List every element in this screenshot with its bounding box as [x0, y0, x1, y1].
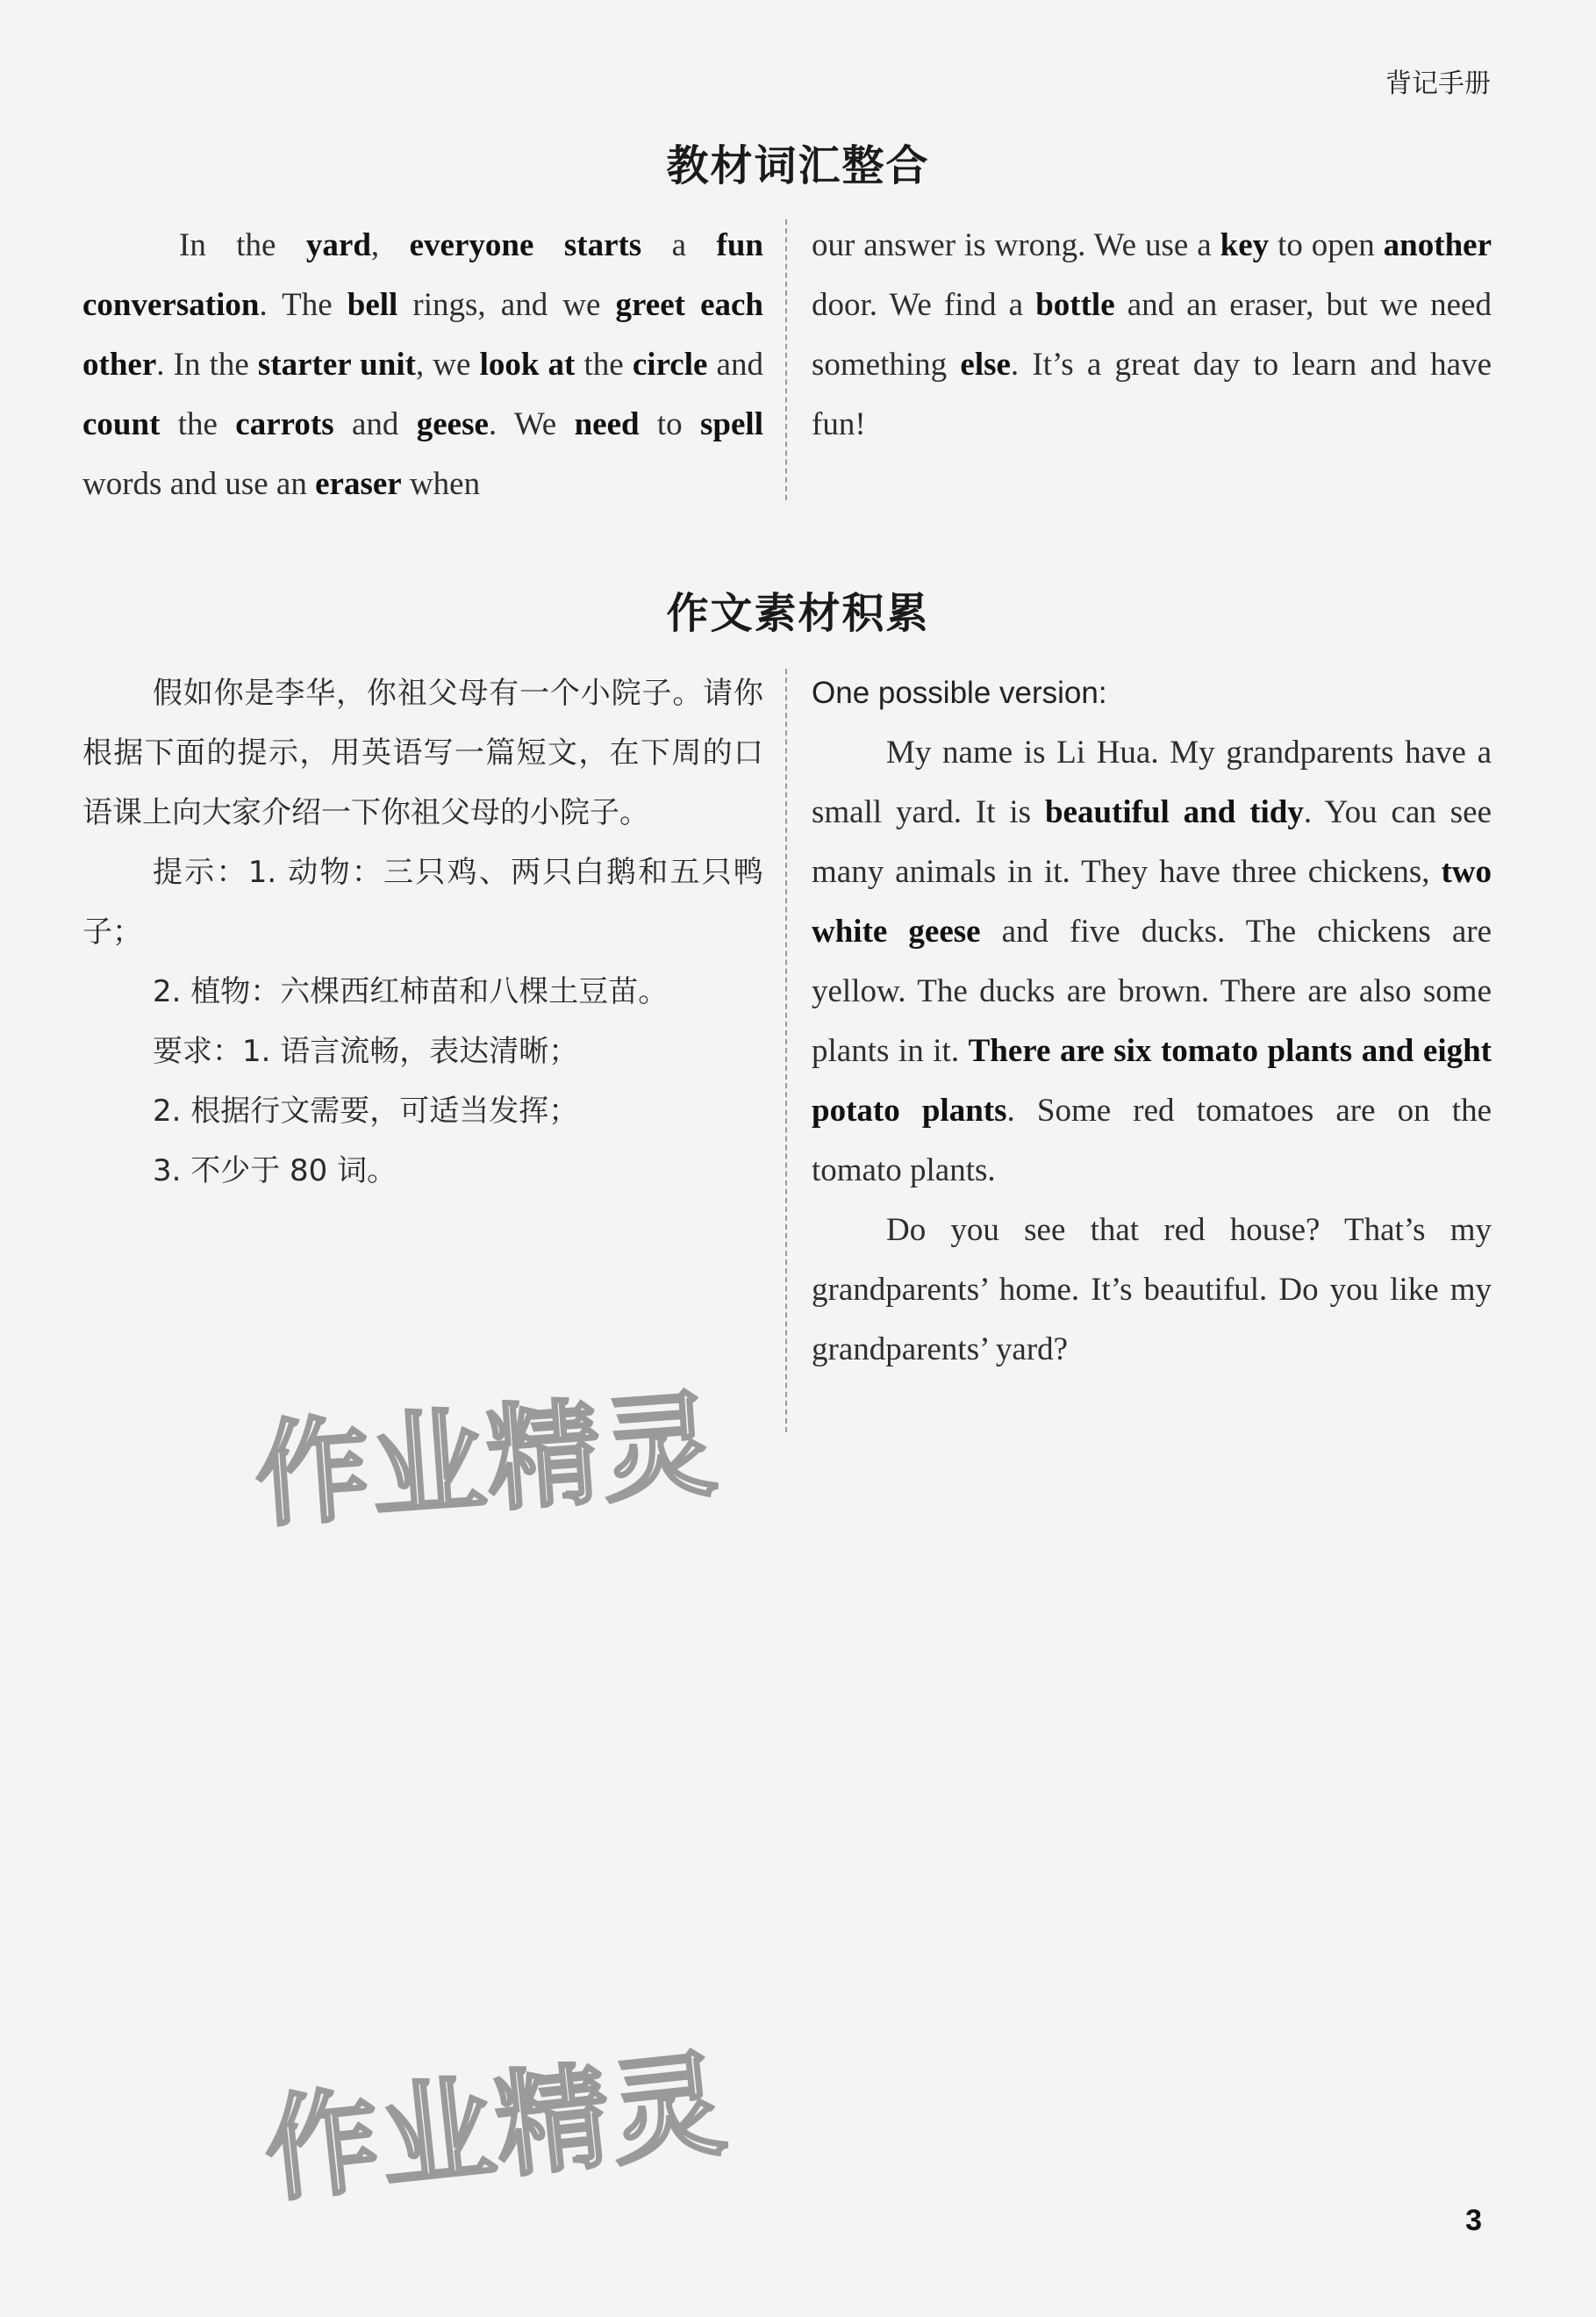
prompt-line: 2. 植物：六棵西红柿苗和八棵土豆苗。 — [153, 974, 669, 1009]
column-divider — [785, 669, 787, 1432]
vocab-right-column — [812, 216, 1492, 455]
column-divider — [785, 219, 787, 500]
vocab-left-column — [82, 216, 763, 514]
prompt-line: 提示：1. 动物：三只鸡、两只白鹅和五只鸭子； — [82, 855, 763, 950]
page-number: 3 — [1465, 2204, 1482, 2237]
prompt-line: 3. 不少于 80 词。 — [153, 1153, 397, 1188]
writing-prompt-column — [82, 664, 763, 1201]
sample-essay-column — [812, 664, 1492, 1380]
header-label: 背记手册 — [1385, 68, 1491, 99]
essay-paragraph-2: Do you see that red house? That’s my grandparents’ home. It’s beautiful. Do you like my grandparents’ yard? — [812, 1212, 1492, 1367]
prompt-line: 要求：1. 语言流畅，表达清晰； — [153, 1034, 579, 1069]
vocab-paragraph-right: our answer is wrong. We use a key to open another door. We find a bottle and an eraser, but we need something else. It’s a great day to learn and have fun! — [812, 227, 1492, 442]
essay-paragraph-1: My name is Li Hua. My grandparents have a small yard. It is beautiful and tidy. You can see many animals in it. They have three chickens, two white geese and five ducks. The chickens are yellow. The ducks are brown. There are also some plants in it. There are six tomato plants and eight potato plants. Some red tomatoes are on the tomato plants. — [812, 735, 1492, 1188]
vocab-paragraph-left: In the yard, everyone starts a fun conversation. The bell rings, and we greet each other. In the starter unit, we look at the circle and count the carrots and geese. We need to spell words and use an eraser when — [82, 227, 764, 502]
section-title-writing: 作文素材积累 — [666, 589, 930, 638]
watermark: 作业精灵 — [258, 2036, 734, 2219]
section-title-vocabulary: 教材词汇整合 — [666, 141, 930, 190]
prompt-line: 2. 根据行文需要，可适当发挥； — [153, 1094, 579, 1129]
watermark: 作业精灵 — [251, 1377, 723, 1544]
prompt-line: 假如你是李华，你祖父母有一个小院子。请你根据下面的提示，用英语写一篇短文，在下周的口语课上向大家介绍一下你祖父母的小院子。 — [82, 676, 763, 830]
version-label: One possible version: — [812, 676, 1107, 710]
